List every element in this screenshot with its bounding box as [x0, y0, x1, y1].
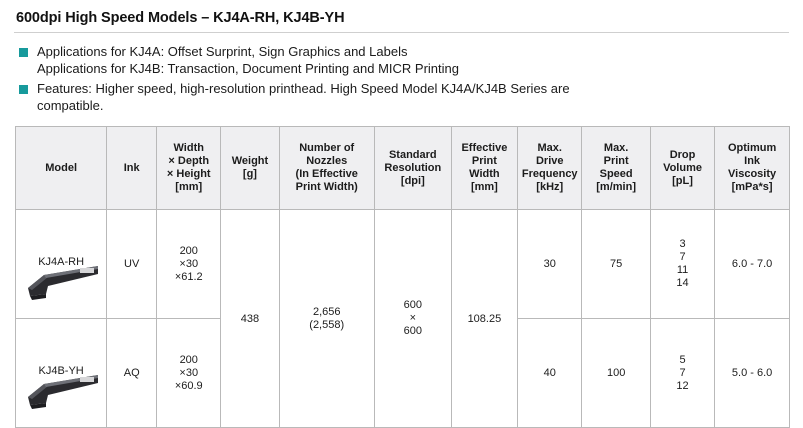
cell-dimensions	[157, 319, 221, 428]
square-bullet-icon	[19, 85, 28, 94]
header-line: (In Effective	[295, 168, 358, 180]
printhead-image	[24, 371, 102, 411]
nozzle-line: (2,558)	[309, 318, 345, 331]
title-divider	[14, 32, 789, 33]
cell-model	[16, 319, 107, 428]
dimension-line: 200	[179, 353, 198, 366]
header-line: Speed	[599, 168, 633, 180]
bullet-line: Features: Higher speed, high-resolution printhead. High Speed Model KJ4A/KJ4B Series are	[37, 81, 570, 96]
header-line: Viscosity	[728, 168, 777, 180]
header-line: Drop	[669, 148, 696, 161]
header-line: Print Width)	[295, 181, 358, 193]
cell-drop-volume	[650, 210, 714, 319]
resolution-line: 600	[403, 299, 422, 311]
cell-nozzles	[279, 210, 374, 428]
header-line: Width	[173, 142, 204, 154]
column-header-resolution	[374, 127, 451, 210]
table-row	[16, 210, 790, 319]
column-header-drive-frequency	[518, 127, 582, 210]
header-line: Print	[471, 155, 497, 167]
cell-effective-print-width: 108.25	[451, 210, 517, 428]
header-line: Number of	[299, 142, 355, 154]
header-line: Resolution	[384, 161, 442, 174]
cell-ink-viscosity: 5.0 - 6.0	[715, 319, 790, 428]
column-header-ink	[107, 127, 157, 210]
resolution-line: 600	[403, 325, 422, 337]
header-line: Model	[45, 161, 78, 174]
square-bullet-icon	[19, 48, 28, 57]
header-line: Max.	[537, 142, 562, 154]
drop-line: 7	[679, 366, 686, 379]
header-line: Width	[469, 168, 500, 180]
column-header-print-speed	[582, 127, 650, 210]
header-line: Volume	[663, 161, 702, 174]
header-line: Drive	[535, 155, 564, 167]
resolution-line: ×	[409, 312, 417, 324]
cell-resolution	[374, 210, 451, 428]
column-header-weight	[221, 127, 279, 210]
list-item	[16, 43, 789, 77]
cell-weight: 438	[221, 210, 279, 428]
header-line: [mPa*s]	[731, 181, 773, 193]
bullet-line: Applications for KJ4A: Offset Surprint, Sign Graphics and Labels	[37, 44, 408, 59]
header-line: Weight	[231, 155, 269, 167]
column-header-effective-print-width	[451, 127, 517, 210]
cell-ink: UV	[107, 210, 157, 319]
bullet-list	[16, 43, 789, 114]
cell-drop-volume	[650, 319, 714, 428]
header-line: [mm]	[470, 181, 498, 193]
model-name: KJ4B-YH	[38, 365, 84, 377]
column-header-model	[16, 127, 107, 210]
page-title: 600dpi High Speed Models – KJ4A-RH, KJ4B-YH	[16, 10, 345, 26]
cell-ink: AQ	[107, 319, 157, 428]
bullet-line: compatible.	[37, 98, 104, 113]
header-line: [pL]	[672, 174, 693, 187]
bullet-text	[37, 80, 570, 114]
cell-print-speed: 75	[582, 210, 650, 319]
dimension-line: ×60.9	[174, 379, 203, 392]
table-header-row	[16, 127, 790, 210]
header-line: [kHz]	[536, 181, 564, 193]
cell-drive-frequency: 40	[518, 319, 582, 428]
header-line: Optimum	[727, 142, 777, 154]
header-line: Max.	[603, 142, 629, 154]
column-header-drop-volume	[650, 127, 714, 210]
list-item	[16, 80, 789, 114]
header-line: Standard	[388, 148, 437, 161]
header-line: × Depth	[168, 155, 210, 167]
dimension-line: ×61.2	[174, 270, 203, 283]
cell-dimensions	[157, 210, 221, 319]
drop-line: 14	[676, 277, 689, 289]
drop-line: 7	[679, 251, 686, 263]
column-header-ink-viscosity	[715, 127, 790, 210]
header-line: Ink	[123, 161, 140, 174]
header-line: Nozzles	[306, 155, 348, 167]
bullet-line: Applications for KJ4B: Transaction, Document Printing and MICR Printing	[37, 61, 459, 76]
header-line: [mm]	[175, 181, 203, 193]
header-line: × Height	[166, 168, 211, 180]
header-line: Print	[603, 155, 629, 167]
drop-line: 11	[676, 264, 689, 276]
header-line: [g]	[242, 168, 257, 180]
drop-line: 3	[679, 238, 686, 250]
header-line: [m/min]	[596, 181, 636, 193]
nozzle-line: 2,656	[312, 305, 341, 318]
specification-table	[15, 126, 790, 428]
column-header-nozzles	[279, 127, 374, 210]
bullet-text	[37, 43, 459, 77]
dimension-line: 200	[179, 244, 198, 257]
dimension-line: ×30	[179, 257, 199, 270]
column-header-dimensions	[157, 127, 221, 210]
cell-drive-frequency: 30	[518, 210, 582, 319]
header-line: Effective	[461, 142, 508, 154]
cell-print-speed: 100	[582, 319, 650, 428]
drop-line: 12	[676, 379, 689, 392]
drop-line: 5	[679, 353, 686, 366]
printhead-image	[24, 262, 102, 302]
cell-model	[16, 210, 107, 319]
cell-ink-viscosity: 6.0 - 7.0	[715, 210, 790, 319]
dimension-line: ×30	[179, 366, 199, 379]
header-line: Ink	[744, 155, 761, 167]
header-line: Frequency	[521, 168, 578, 180]
header-line: [dpi]	[400, 174, 425, 187]
model-name: KJ4A-RH	[38, 256, 85, 268]
